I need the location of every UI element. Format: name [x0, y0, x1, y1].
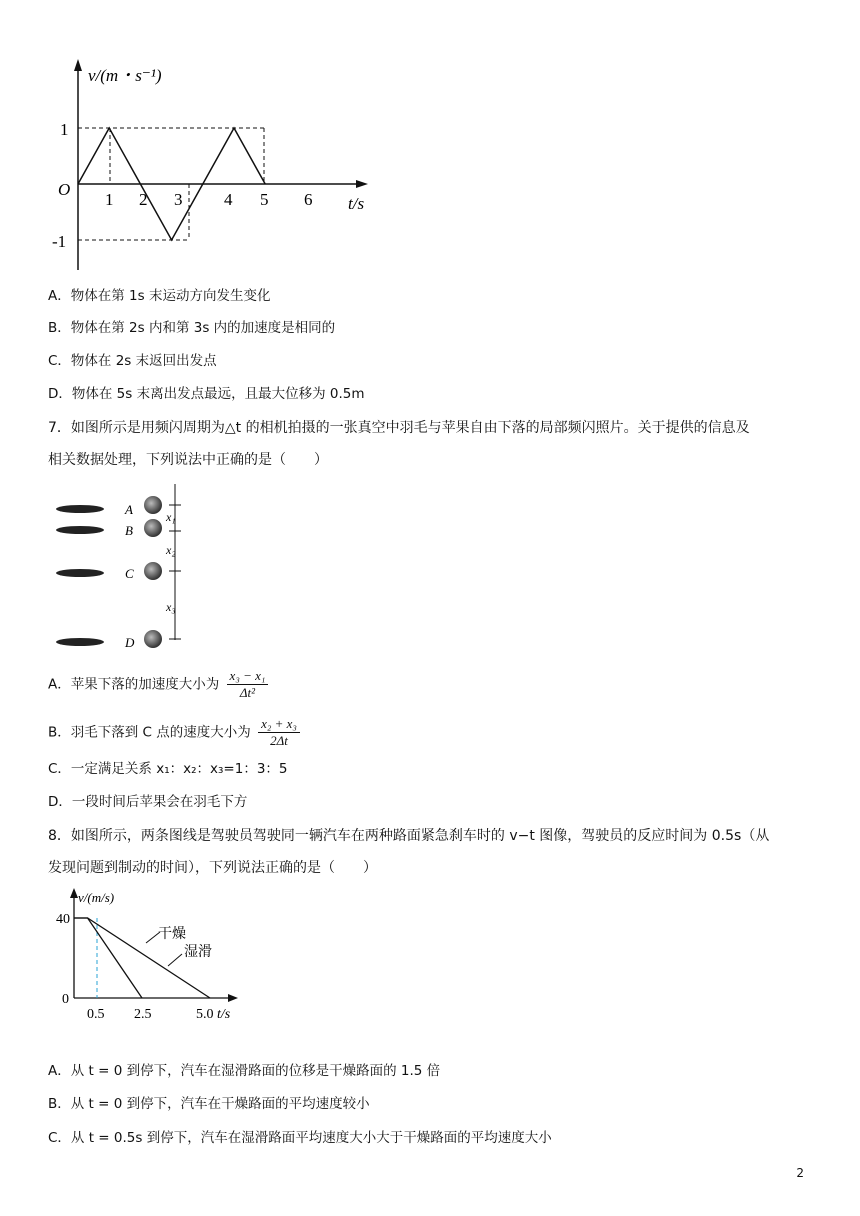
distance-label-x2: x₂	[166, 543, 176, 557]
q6-option-d: D．物体在 5s 末离出发点最远，且最大位移为 0.5m	[48, 386, 365, 402]
graph3-y-arrow	[70, 888, 78, 898]
graph1-origin-label: O	[58, 180, 71, 199]
braking-vt-graph	[50, 886, 250, 1026]
q7-stem-line2: 相关数据处理，下列说法中正确的是（ ）	[48, 452, 328, 468]
q7-option-a-text: A．苹果下落的加速度大小为	[48, 676, 220, 693]
q7-option-d: D．一段时间后苹果会在羽毛下方	[48, 794, 248, 810]
q7-option-b-text: B．羽毛下落到 C 点的速度大小为	[48, 724, 251, 741]
graph3-x-label: t/s	[217, 1007, 231, 1022]
graph1-y-tick-1: 1	[60, 120, 69, 139]
q6-option-c: C．物体在 2s 末返回出发点	[48, 353, 217, 369]
q8-stem-line1: 8．如图所示，两条图线是驾驶员驾驶同一辆汽车在两种路面紧急刹车时的 v−t 图像，驾驶员的反应时间为 0.5s（从	[48, 828, 770, 844]
q7-option-b	[48, 716, 303, 749]
fraction-numerator: x₂ + x₃	[258, 716, 300, 733]
q6-option-b: B．物体在第 2s 内和第 3s 内的加速度是相同的	[48, 320, 336, 336]
strobe-photo-figure	[50, 482, 200, 652]
q8-option-a: A．从 t = 0 到停下，汽车在湿滑路面的位移是干燥路面的 1.5 倍	[48, 1063, 441, 1079]
graph3-x-tick-50: 5.0	[196, 1007, 214, 1022]
graph1-x-tick-4: 4	[224, 190, 233, 209]
velocity-time-graph-1	[40, 55, 390, 275]
page-number: 2	[796, 1166, 804, 1180]
graph1-x-tick-6: 6	[304, 190, 313, 209]
graph1-y-label: v/(m・s⁻¹)	[88, 66, 162, 85]
fraction-denominator: 2Δt	[270, 733, 288, 748]
graph3-y-label: v/(m/s)	[78, 890, 115, 905]
graph3-label-wet: 湿滑	[184, 945, 212, 960]
distance-markers	[169, 484, 181, 640]
q7-option-a	[48, 668, 271, 701]
graph1-x-tick-3: 3	[174, 190, 183, 209]
fraction-denominator: Δt²	[239, 685, 256, 700]
graph3-x-tick-25: 2.5	[134, 1007, 152, 1022]
distance-label-x3: x₃	[166, 600, 176, 614]
graph1-x-tick-1: 1	[105, 190, 114, 209]
graph3-wet-leader	[168, 954, 182, 966]
graph1-y-arrow	[74, 59, 82, 71]
graph3-dry-line	[74, 918, 142, 998]
feather-icon	[56, 505, 104, 646]
q8-stem-line2: 发现问题到制动的时间），下列说法正确的是（ ）	[48, 860, 377, 876]
graph3-label-dry: 干燥	[158, 927, 186, 942]
photo-label-b: B	[125, 523, 133, 538]
fraction-numerator: x₃ − x₁	[227, 668, 269, 685]
apple-icon	[144, 496, 162, 648]
distance-label-x1: x₁	[166, 510, 176, 524]
graph1-x-tick-5: 5	[260, 190, 269, 209]
graph3-x-arrow	[228, 994, 238, 1002]
graph1-x-tick-2: 2	[139, 190, 148, 209]
q8-option-b: B．从 t = 0 到停下，汽车在干燥路面的平均速度较小	[48, 1096, 370, 1112]
graph3-y-tick-0: 0	[62, 992, 69, 1007]
q7-option-b-fraction	[258, 716, 300, 749]
photo-label-a: A	[125, 502, 133, 517]
graph1-y-tick-neg1: -1	[52, 232, 67, 251]
graph1-x-label: t/s	[348, 194, 365, 213]
q6-option-a: A．物体在第 1s 末运动方向发生变化	[48, 288, 271, 304]
photo-label-c: C	[125, 566, 134, 581]
photo-label-d: D	[125, 635, 135, 650]
q8-option-c: C．从 t = 0.5s 到停下，汽车在湿滑路面平均速度大小大于干燥路面的平均速度大小	[48, 1130, 552, 1146]
q7-option-a-fraction	[227, 668, 269, 701]
graph3-y-tick-40: 40	[56, 912, 70, 927]
q7-option-c: C．一定满足关系 x₁：x₂：x₃=1：3：5	[48, 761, 288, 777]
graph1-x-arrow	[356, 180, 368, 188]
q7-stem-line1: 7．如图所示是用频闪周期为△t 的相机拍摄的一张真空中羽毛与苹果自由下落的局部频闪照片。关于提供的信息及	[48, 420, 750, 436]
graph3-x-tick-05: 0.5	[87, 1007, 105, 1022]
